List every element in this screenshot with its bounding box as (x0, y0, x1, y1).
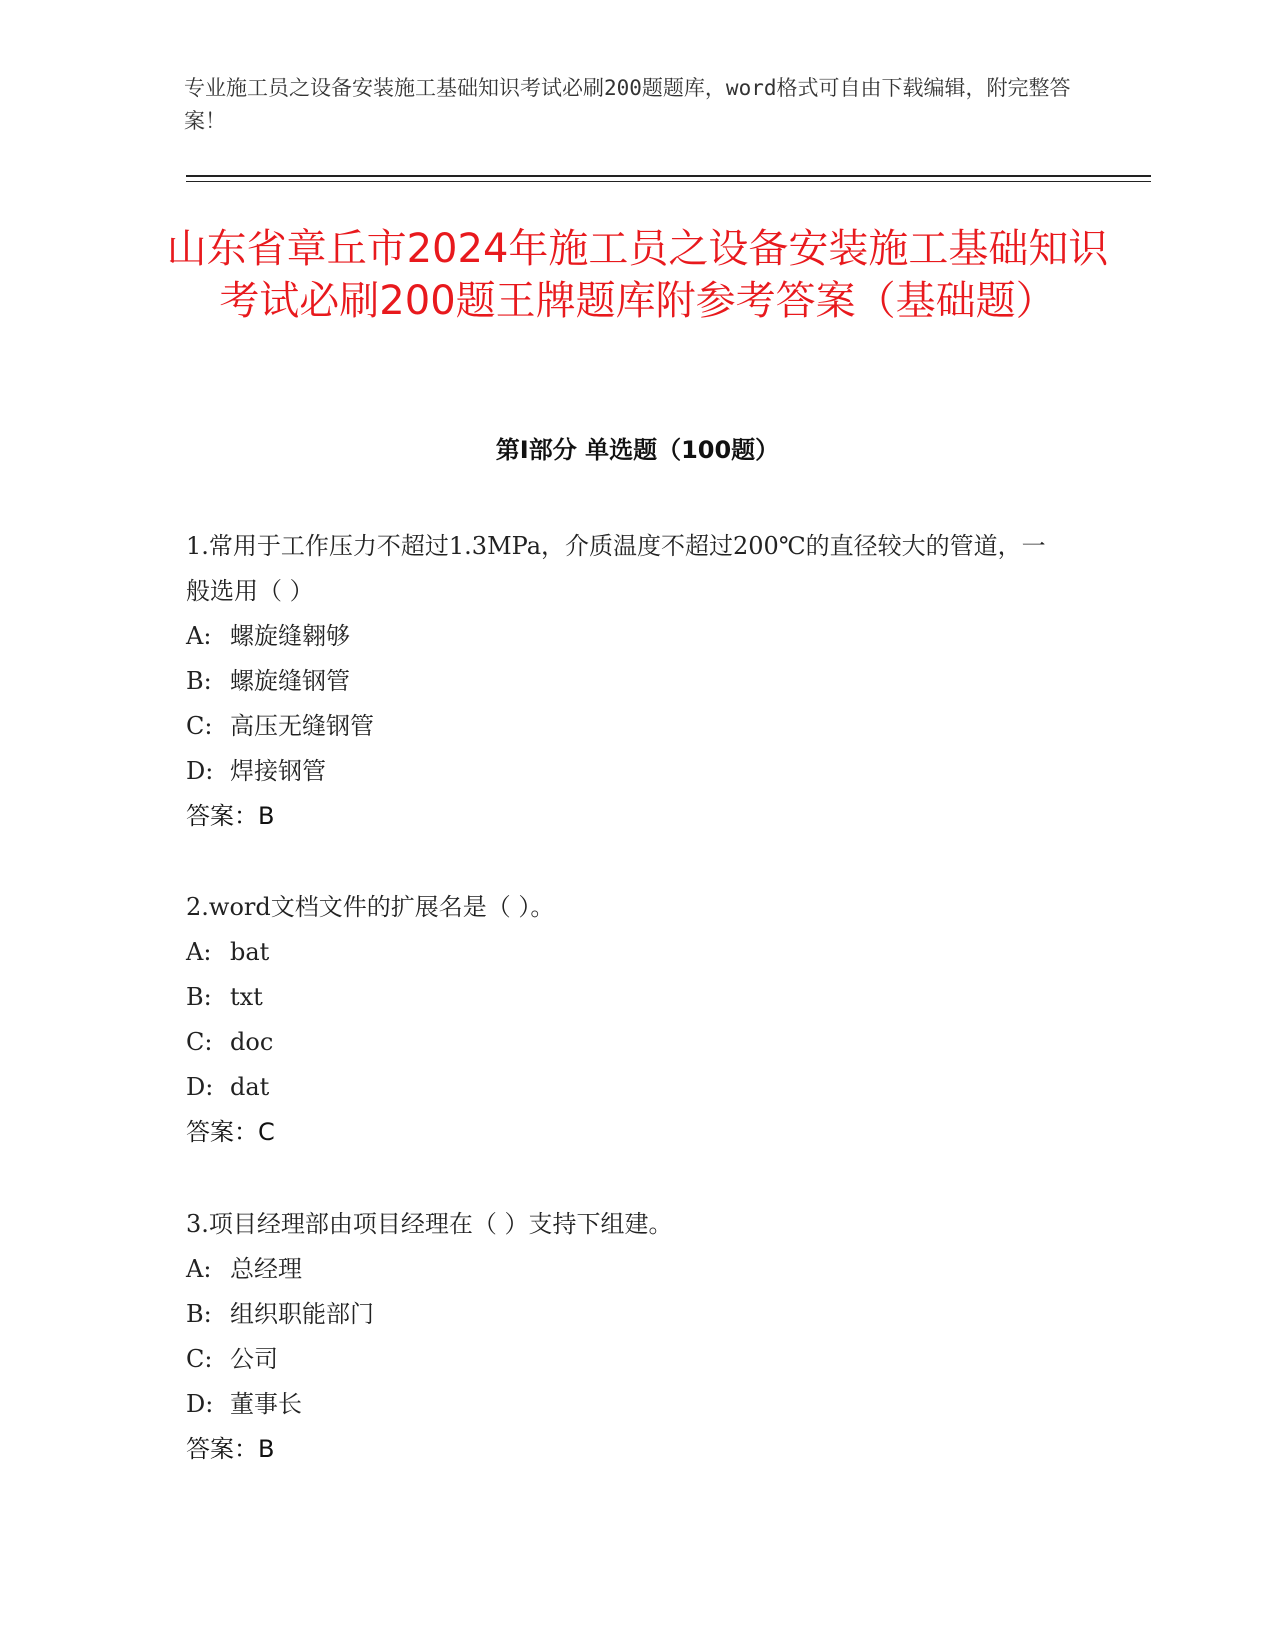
option-a (186, 930, 1066, 975)
option-c (186, 1020, 1066, 1065)
option-text: 董事长 (230, 1390, 302, 1418)
option-c (186, 1337, 1066, 1382)
question-stem: 2.word文档文件的扩展名是（ ）。 (186, 893, 555, 921)
option-text: doc (230, 1028, 274, 1056)
option-letter: D: (186, 757, 214, 785)
option-text: 公司 (230, 1345, 278, 1373)
header-divider-thin (186, 181, 1151, 182)
option-d (186, 749, 1066, 794)
answer-line: 答案：B (186, 1435, 275, 1463)
option-text: 高压无缝钢管 (230, 712, 374, 740)
document-title: 山东省章丘市2024年施工员之设备安装施工基础知识考试必刷200题王牌题库附参考答案（基础题） (166, 226, 1109, 324)
question-3 (186, 1202, 1066, 1472)
option-a (186, 1247, 1066, 1292)
option-letter: D: (186, 1073, 214, 1101)
option-d (186, 1065, 1066, 1110)
option-b (186, 975, 1066, 1020)
option-text: 组织职能部门 (230, 1300, 374, 1328)
answer-line: 答案：B (186, 802, 275, 830)
option-letter: C: (186, 1345, 213, 1373)
option-letter: B: (186, 667, 212, 695)
option-d (186, 1382, 1066, 1427)
option-c (186, 704, 1066, 749)
header-divider-thick (186, 175, 1151, 177)
option-b (186, 1292, 1066, 1337)
option-text: 螺旋缝钢管 (230, 667, 350, 695)
option-letter: C: (186, 1028, 213, 1056)
question-1 (186, 524, 1066, 839)
option-letter: A: (186, 622, 212, 650)
option-letter: D: (186, 1390, 214, 1418)
option-text: 螺旋缝翱够 (230, 622, 350, 650)
option-letter: B: (186, 1300, 212, 1328)
option-text: 总经理 (230, 1255, 302, 1283)
option-letter: B: (186, 983, 212, 1011)
option-letter: C: (186, 712, 213, 740)
option-text: 焊接钢管 (230, 757, 326, 785)
section-heading: 第Ⅰ部分 单选题（100题） (495, 436, 780, 464)
option-letter: A: (186, 938, 212, 966)
question-stem: 3.项目经理部由项目经理在（ ）支持下组建。 (186, 1210, 673, 1238)
question-stem: 1.常用于工作压力不超过1.3MPa，介质温度不超过200℃的直径较大的管道，一般选用（ ） (186, 532, 1046, 605)
option-letter: A: (186, 1255, 212, 1283)
answer-line: 答案：C (186, 1118, 275, 1146)
option-text: bat (230, 938, 270, 966)
option-a (186, 614, 1066, 659)
option-text: txt (230, 983, 263, 1011)
option-b (186, 659, 1066, 704)
option-text: dat (230, 1073, 270, 1101)
header-note: 专业施工员之设备安装施工基础知识考试必刷200题题库，word格式可自由下载编辑，附完整答案！ (184, 76, 1071, 133)
question-2 (186, 885, 1066, 1155)
